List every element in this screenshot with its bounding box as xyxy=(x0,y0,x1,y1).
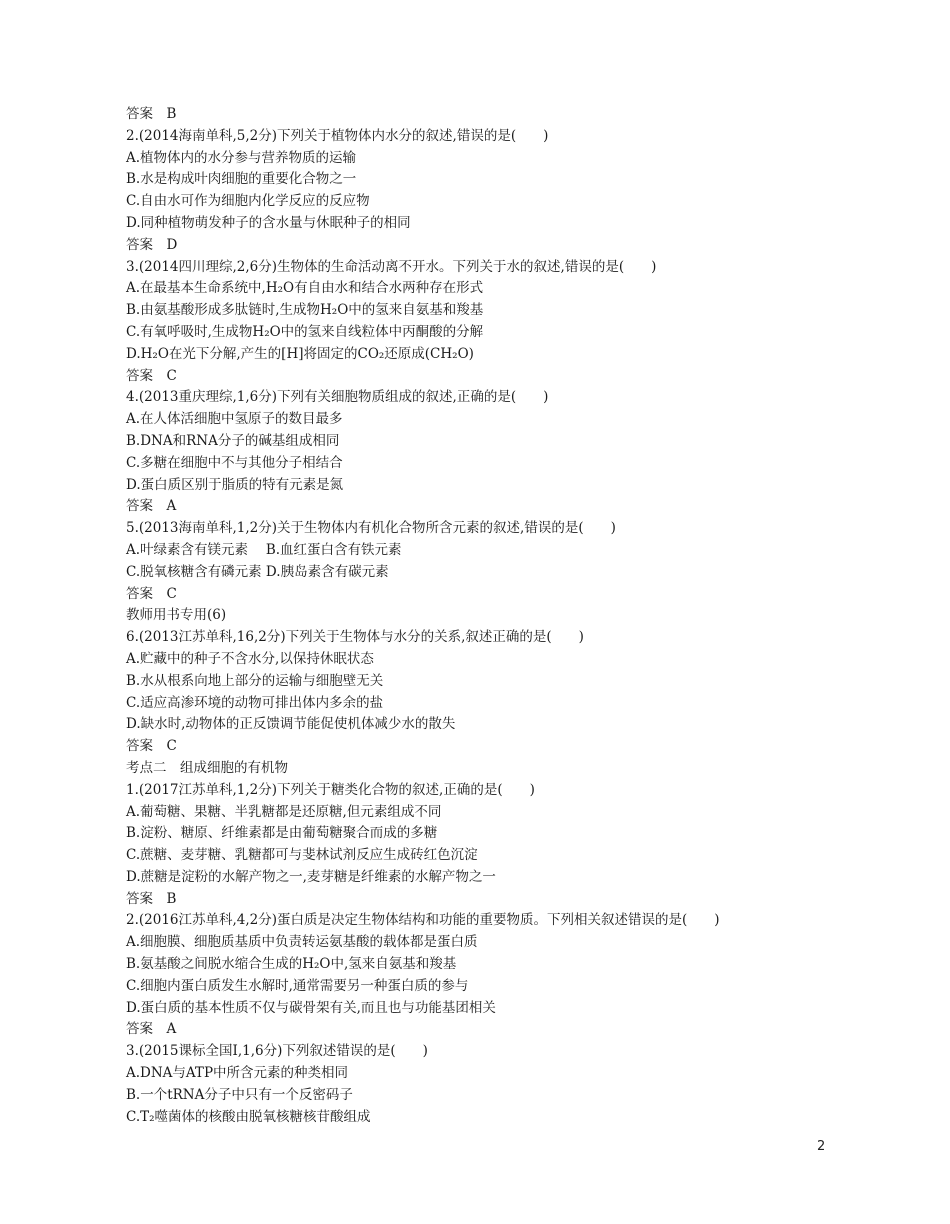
text-line: 答案 C xyxy=(126,585,177,602)
text-line: C.有氧呼吸时,生成物H₂O中的氢来自线粒体中丙酮酸的分解 xyxy=(126,323,484,340)
text-line: 答案 B xyxy=(126,890,177,907)
page-number: 2 xyxy=(817,1139,826,1154)
text-line: D.蔗糖是淀粉的水解产物之一,麦芽糖是纤维素的水解产物之一 xyxy=(126,868,496,885)
text-line: A.DNA与ATP中所含元素的种类相同 xyxy=(126,1065,349,1082)
text-line: 答案 C xyxy=(126,738,177,755)
text-line: B.由氨基酸形成多肽链时,生成物H₂O中的氢来自氨基和羧基 xyxy=(126,302,484,319)
text-line: 2.(2014海南单科,5,2分)下列关于植物体内水分的叙述,错误的是( ) xyxy=(126,127,549,144)
text-line: C.多糖在细胞中不与其他分子相结合 xyxy=(126,454,343,471)
text-line: B.氨基酸之间脱水缩合生成的H₂O中,氢来自氨基和羧基 xyxy=(126,956,457,973)
text-line: 3.(2014四川理综,2,6分)生物体的生命活动离不开水。下列关于水的叙述,错误的是( ) xyxy=(126,258,657,275)
text-line: 3.(2015课标全国Ⅰ,1,6分)下列叙述错误的是( ) xyxy=(126,1043,428,1060)
text-line: A.贮藏中的种子不含水分,以保持休眠状态 xyxy=(126,650,374,667)
text-line: 答案 B xyxy=(126,106,177,122)
text-line: 答案 C xyxy=(126,367,177,384)
text-line: A.植物体内的水分参与营养物质的运输 xyxy=(126,149,357,166)
text-line: D.蛋白质的基本性质不仅与碳骨架有关,而且也与功能基团相关 xyxy=(126,999,496,1016)
text-line: A.叶绿素含有镁元素 B.血红蛋白含有铁元素 xyxy=(126,541,402,558)
text-line: 2.(2016江苏单科,4,2分)蛋白质是决定生物体结构和功能的重要物质。下列相关叙述错误的是( ) xyxy=(126,912,720,929)
section-note: 教师用书专用(6) xyxy=(126,607,227,624)
text-line: C.脱氧核糖含有磷元素 D.胰岛素含有碳元素 xyxy=(126,563,389,580)
text-line: 1.(2017江苏单科,1,2分)下列关于糖类化合物的叙述,正确的是( ) xyxy=(126,781,535,798)
text-line: B.水是构成叶肉细胞的重要化合物之一 xyxy=(126,171,357,188)
text-line: B.一个tRNA分子中只有一个反密码子 xyxy=(126,1086,353,1103)
text-line: 答案 A xyxy=(126,498,177,515)
text-line: C.适应高渗环境的动物可排出体内多余的盐 xyxy=(126,694,384,711)
text-line: 4.(2013重庆理综,1,6分)下列有关细胞物质组成的叙述,正确的是( ) xyxy=(126,389,549,406)
text-line: C.蔗糖、麦芽糖、乳糖都可与斐林试剂反应生成砖红色沉淀 xyxy=(126,847,478,864)
text-line: 6.(2013江苏单科,16,2分)下列关于生物体与水分的关系,叙述正确的是( ) xyxy=(126,629,584,646)
text-line: 答案 A xyxy=(126,1021,177,1038)
text-line: D.H₂O在光下分解,产生的[H]将固定的CO₂还原成(CH₂O) xyxy=(126,345,474,362)
text-line: 5.(2013海南单科,1,2分)关于生物体内有机化合物所含元素的叙述,错误的是( ) xyxy=(126,520,616,537)
text-line: A.细胞膜、细胞质基质中负责转运氨基酸的载体都是蛋白质 xyxy=(126,934,478,951)
text-line: B.淀粉、糖原、纤维素都是由葡萄糖聚合而成的多糖 xyxy=(126,825,438,842)
text-line: A.葡萄糖、果糖、半乳糖都是还原糖,但元素组成不同 xyxy=(126,803,442,820)
text-line: C.细胞内蛋白质发生水解时,通常需要另一种蛋白质的参与 xyxy=(126,977,469,994)
text-line: 答案 D xyxy=(126,236,178,253)
section-heading: 考点二 组成细胞的有机物 xyxy=(126,759,288,776)
text-line: D.同种植物萌发种子的含水量与休眠种子的相同 xyxy=(126,214,411,231)
text-line: B.水从根系向地上部分的运输与细胞壁无关 xyxy=(126,672,384,689)
text-line: D.缺水时,动物体的正反馈调节能促使机体减少水的散失 xyxy=(126,716,456,733)
text-line: C.T₂噬菌体的核酸由脱氧核糖核苷酸组成 xyxy=(126,1108,371,1125)
text-line: A.在最基本生命系统中,H₂O有自由水和结合水两种存在形式 xyxy=(126,280,484,297)
text-line: A.在人体活细胞中氢原子的数目最多 xyxy=(126,411,343,428)
text-line: D.蛋白质区别于脂质的特有元素是氮 xyxy=(126,476,344,493)
text-line: B.DNA和RNA分子的碱基组成相同 xyxy=(126,432,340,449)
document-body xyxy=(126,104,846,1128)
text-line: C.自由水可作为细胞内化学反应的反应物 xyxy=(126,193,370,210)
